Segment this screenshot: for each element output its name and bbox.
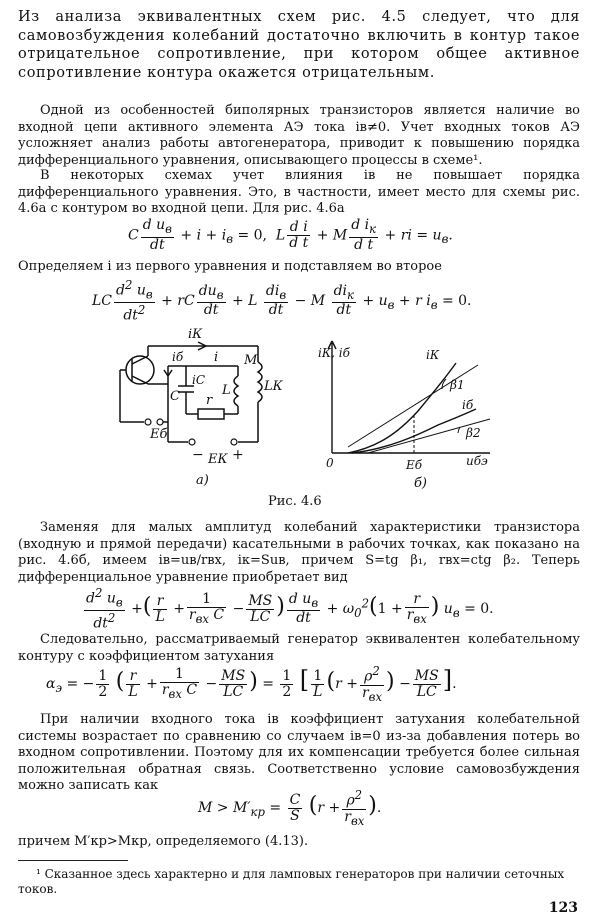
equation-2: LC $d^2$ $u_в$ $dt^2$ + rC $du_в$ dt + L $di_в$ dt − M $di_к$ dt + $u_в + r$ $i_в = 0$. [92,278,472,325]
graph-curve-ib: iб [462,398,474,412]
label-Eb: Eб [150,427,168,442]
paragraph-2: В некоторых схемах учет влияния iв не повышает порядка дифференциального уравнения. Это, в частности, имеет место для схемы рис. 4.6а с контуром во входной цепи. Для рис. 4.6а [18,168,580,216]
figure-caption: Рис. 4.6 [268,494,322,509]
paragraph-6: При наличии входного тока iв коэффициент затухания колебательной системы возрастает по сравнению со случаем iв=0 из-за добавления потерь во входном сопротивлении. Поэтому для их компенсации требуется более сильная положительная обратная связь. Соответственно условие самовозбуждения можно записать как [18,712,580,793]
paragraph-3: Определяем i из первого уравнения и подставляем во второе [18,259,442,274]
graph-x-axis-label: uбэ [466,454,488,468]
paragraph-4: Заменяя для малых амплитуд колебаний характеристики транзистора (входную и прямой передачи) касательными в рабочих точках, как показано на рис. 4.6б, имеем iв=uв/rвх, iк=Suв, причем S=tg β₁, rвх=ctg β₂. Теперь дифференциальное уравнение приобретает вид [18,520,580,585]
graph-y-axis-label: iК, iб [318,346,350,360]
label-b: б) [414,476,428,491]
label-M: M [244,353,258,368]
paragraph-7: причем M′кр>Mкр, определяемого (4.13). [18,834,309,849]
label-ib: iб [172,350,184,364]
label-Lk: LК [264,379,283,394]
circuit-diagram [110,318,295,496]
equation-4: $\alpha_э$ = − $\frac{1}{2}$ ( $\frac{r}{L}$ + 1 $r_{вх}$ C − $\frac{MS}{LC}$ ) = $\frac{1}{2}$ [ $\frac{1}{L}$ (r + $\rho^2$ $r_{вх}$ ) − $\frac{MS}{LC}$ ]. [46,664,457,704]
equation-3: $d^2$ $u_в$ $dt^2$ +( $\frac{r}{L}$ + 1 $r_{вх}$ C − $\frac{MS}{LC}$ ) d $u_в$ dt + $\omega_0^2(1$ + r $r_{вх}$ ) $u_в = 0$. [86,586,494,633]
graph-beta1: β1 [450,378,465,392]
graph-beta2: β2 [466,426,481,440]
graph-curve-ik: iК [426,348,440,362]
equation-5: $M > M'_{кр}$ = $\frac{C}{S}$ (r + $\rho^2$ $r_{вх}$ ). [198,788,382,828]
label-ik: iК [188,327,203,342]
lead-paragraph: Из анализа эквивалентных схем рис. 4.5 следует, что для самовозбуждения колебаний достаточно включить в контур такое отрицательное сопротивление, при котором общее активное сопротивление контура окажется отрицательным. [18,9,580,81]
paragraph-1: Одной из особенностей биполярных транзисторов является наличие во входной цепи активного элемента АЭ тока iв≠0. Учет входных токов АЭ усложняет анализ работы автогенератора, приводит к повышению порядка дифференциального уравнения, описывающего процессы в схеме¹. [18,103,580,168]
paragraph-5: Следовательно, рассматриваемый генератор эквивалентен колебательному контуру с коэффициентом затухания [18,632,580,664]
label-minus: − [192,447,204,463]
footnote: ¹ Сказанное здесь характерно и для ламповых генераторов при наличии сеточных токов. [18,867,565,896]
label-L: L [222,383,231,398]
characteristic-graph [318,335,508,495]
label-C: C [170,389,180,404]
page-number: 123 [548,900,578,916]
label-plus: + [232,447,244,463]
label-r: r [206,393,213,408]
label-Ek: EК [208,452,228,467]
label-ic: iС [192,373,206,387]
graph-x-mark: Eб [406,458,423,472]
equation-1: C d $u_в$ dt + $i + i_в = 0$, L $\frac{\text{d i}}{\text{d t}}$ + M d $i_к$ d t + ri = $u_в$. [128,217,453,253]
label-a: а) [196,473,209,488]
graph-origin: 0 [326,456,334,470]
footnote-rule [18,860,128,861]
label-i: i [214,350,219,365]
